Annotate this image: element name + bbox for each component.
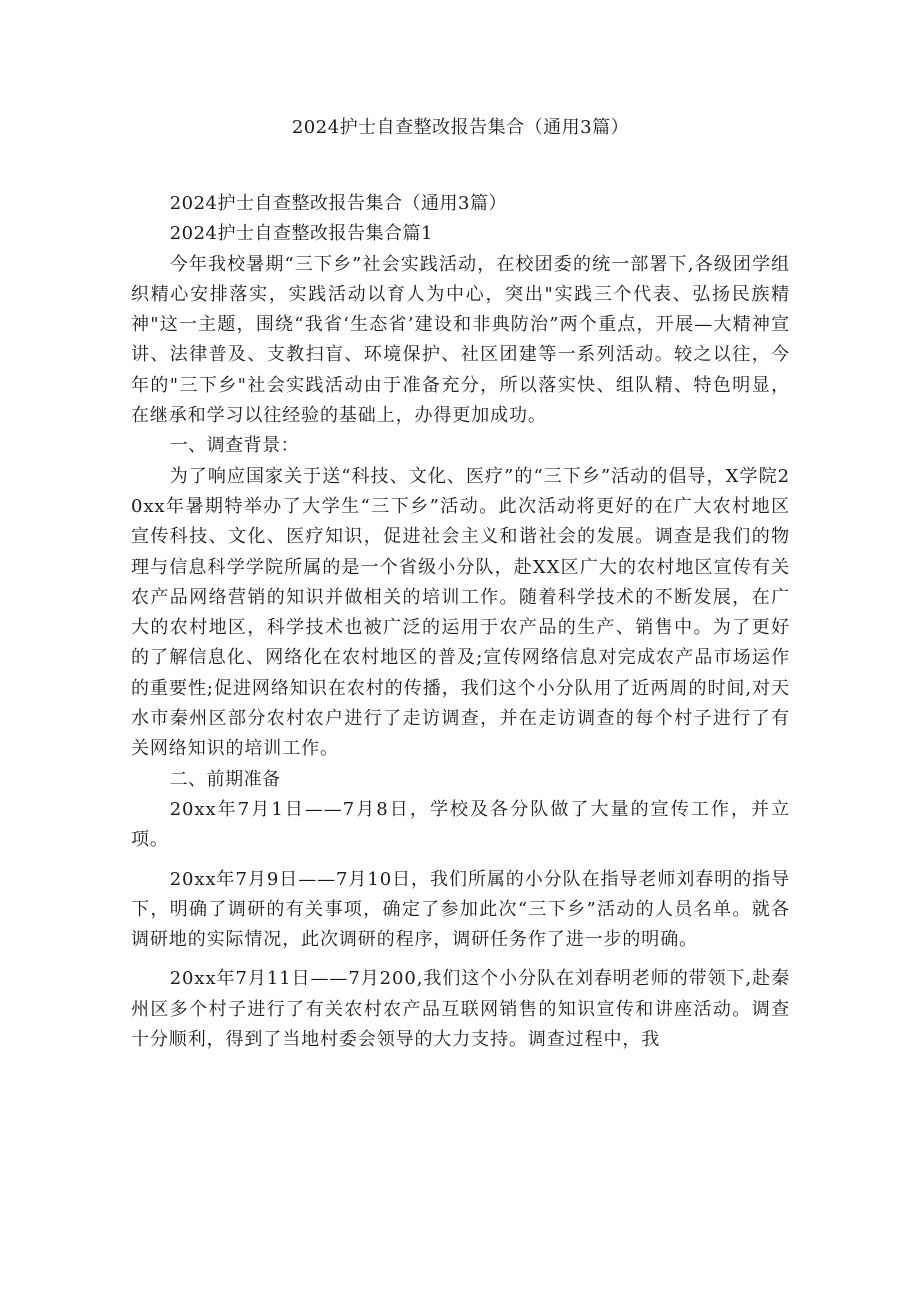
preparation-paragraph-3: 20xx年7月11日——7月200,我们这个小分队在刘春明老师的带领下,赴秦州区多个村子进行了有关农村农产品互联网销售的知识宣传和讲座活动。调查十分顺利，得到了当地村委会领导的大力支持。调查过程中，我 [131,968,790,1051]
heading-preparation: 二、前期准备 [169,768,281,790]
heading-survey-background: 一、调查背景： [169,435,300,457]
section-heading-part-1: 2024护士自查整改报告集合篇1 [169,223,433,245]
background-paragraph: 为了响应国家关于送“科技、文化、医疗”的“三下乡”活动的倡导，X学院20xx年暑期特举办了大学生“三下乡”活动。此次活动将更好的在广大农村地区宣传科技、文化、医疗知识，促进社会主义和谐社会的发展。调查是我们的物理与信息科学学院所属的是一个省级小分队，赴XX区广大的农村地区宣传有关农产品网络营销的知识并做相关的培训工作。随着科学技术的不断发展，在广大的农村地区，科学技术也被广泛的运用于农产品的生产、销售中。为了更好的了解信息化、网络化在农村地区的普及;宣传网络信息对完成农产品市场运作的重要性;促进网络知识在农村的传播，我们这个小分队用了近两周的时间,对天水市秦州区部分农村农户进行了走访调查，并在走访调查的每个村子进行了有关网络知识的培训工作。 [131,465,790,760]
subtitle-line: 2024护士自查整改报告集合（通用3篇） [169,193,507,214]
document-title: 2024护士自查整改报告集合（通用3篇） [291,117,630,138]
intro-paragraph: 今年我校暑期“三下乡”社会实践活动，在校团委的统一部署下,各级团学组织精心安排落实，实践活动以育人为中心，突出"实践三个代表、弘扬民族精神"这一主题，围绕“我省‘生态省’建设和非典防治”两个重点，开展—大精神宣讲、法律普及、支教扫盲、环境保护、社区团建等一系列活动。较之以往，今年的"三下乡"社会实践活动由于准备充分，所以落实快、组队精、特色明显，在继承和学习以往经验的基础上，办得更加成功。 [131,253,790,427]
preparation-paragraph-1: 20xx年7月1日——7月8日，学校及各分队做了大量的宣传工作，并立项。 [131,798,790,851]
preparation-paragraph-2: 20xx年7月9日——7月10日，我们所属的小分队在指导老师刘春明的指导下，明确了调研的有关事项，确定了参加此次“三下乡”活动的人员名单。就各调研地的实际情况，此次调研的程序，调研任务作了进一步的明确。 [131,868,790,951]
